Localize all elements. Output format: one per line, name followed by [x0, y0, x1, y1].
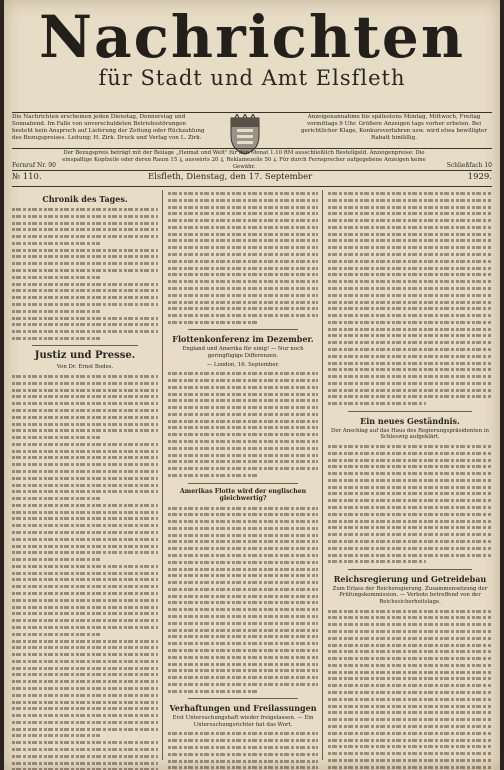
text-line	[168, 566, 318, 573]
article-separator	[348, 569, 472, 570]
column-rule	[322, 190, 323, 760]
text-line	[168, 251, 318, 258]
text-line	[12, 617, 158, 624]
text-line	[12, 274, 100, 281]
divider	[12, 112, 492, 113]
text-line	[12, 414, 158, 421]
text-line	[328, 655, 492, 662]
text-line	[168, 511, 318, 518]
text-line	[12, 604, 158, 611]
newspaper-title: Nachrichten	[38, 3, 466, 71]
text-line	[328, 682, 492, 689]
text-line	[12, 247, 158, 254]
text-line	[12, 678, 158, 685]
text-line	[168, 265, 318, 272]
text-line	[168, 224, 318, 231]
text-line	[12, 260, 158, 267]
text-line	[168, 452, 318, 459]
advertising-info: Anzeigenannahme bis spätestens Montag, Mittwoch, Freitag vormittags 9 Uhr. Größere Anzeigen tags vorher erbeten. Bei gerichtlicher Klage, Konkursverfahren usw. wird etwa bewilligter Rabatt hinfällig.	[300, 114, 488, 141]
text-line	[12, 610, 158, 617]
text-line	[12, 502, 158, 509]
text-line	[168, 538, 318, 545]
newspaper-page	[4, 0, 500, 770]
text-line	[328, 319, 492, 326]
text-line	[168, 559, 318, 566]
text-line	[12, 434, 100, 441]
text-line	[12, 760, 158, 767]
text-line	[12, 213, 158, 220]
article-separator	[348, 411, 472, 412]
text-line	[12, 233, 158, 240]
text-line	[168, 751, 318, 758]
text-line	[328, 642, 492, 649]
text-line	[328, 360, 492, 367]
text-line	[12, 328, 158, 335]
text-line	[12, 549, 158, 556]
text-line	[12, 705, 158, 712]
text-line	[12, 421, 158, 428]
text-line	[328, 251, 492, 258]
text-line	[328, 669, 492, 676]
text-line	[12, 475, 158, 482]
article-separator	[32, 345, 138, 346]
article-subheadline: Zum Erlass der Reichsregierung. Zusammensetzung der Prüfungskommission. — Verbote betreffend von der Reichssicherheitslage.	[332, 585, 488, 606]
text-line	[328, 709, 492, 716]
text-line	[12, 644, 158, 651]
text-line	[12, 651, 158, 658]
text-line	[12, 482, 158, 489]
text-line	[328, 204, 492, 211]
text-line	[168, 404, 318, 411]
text-line	[328, 552, 492, 559]
text-line	[168, 633, 318, 640]
text-line	[12, 699, 158, 706]
text-line	[12, 240, 100, 247]
text-line	[328, 278, 492, 285]
text-line	[168, 606, 318, 613]
text-line	[328, 608, 492, 615]
column-3	[328, 190, 492, 770]
text-line	[12, 529, 158, 536]
text-line	[168, 627, 318, 634]
text-line	[328, 457, 492, 464]
text-line	[12, 638, 158, 645]
text-line	[328, 635, 492, 642]
text-line	[328, 518, 492, 525]
text-line	[328, 217, 492, 224]
article-subheadline: Der Anschlag auf das Haus des Regierungspräsidenten in Schleswig aufgeklärt.	[331, 427, 489, 441]
text-line	[12, 448, 158, 455]
text-line	[168, 599, 318, 606]
text-line	[328, 353, 492, 360]
article-headline: Justiz und Presse.	[34, 350, 136, 362]
text-line	[328, 477, 492, 484]
text-line	[12, 308, 100, 315]
text-line	[168, 579, 318, 586]
text-line	[168, 593, 318, 600]
text-line	[168, 299, 318, 306]
text-line	[168, 397, 318, 404]
text-line	[168, 545, 318, 552]
text-line	[328, 764, 492, 770]
text-line	[328, 244, 492, 251]
text-line	[168, 674, 318, 681]
text-line	[168, 190, 318, 197]
text-line	[328, 628, 492, 635]
text-line	[12, 515, 158, 522]
text-line	[328, 743, 492, 750]
text-line	[12, 206, 158, 213]
text-line	[328, 463, 492, 470]
article-headline: Reichsregierung und Getreidebau	[333, 573, 487, 584]
text-line	[328, 558, 426, 565]
text-line	[168, 391, 318, 398]
text-line	[328, 504, 492, 511]
text-line	[12, 766, 158, 770]
text-line	[12, 387, 158, 394]
text-line	[12, 624, 158, 631]
text-line	[328, 271, 492, 278]
text-line	[168, 271, 318, 278]
column-2	[168, 190, 318, 770]
text-line	[328, 387, 492, 394]
text-line	[328, 750, 492, 757]
text-line	[328, 258, 492, 265]
text-line	[12, 373, 158, 380]
text-line	[12, 281, 158, 288]
newspaper-subtitle: für Stadt und Amt Elsfleth	[98, 66, 406, 90]
text-line	[168, 620, 318, 627]
text-line	[328, 339, 492, 346]
text-line	[12, 315, 158, 322]
text-line	[12, 522, 158, 529]
text-line	[12, 321, 158, 328]
text-line	[12, 301, 158, 308]
text-line	[12, 590, 158, 597]
text-line	[12, 393, 158, 400]
text-line	[12, 427, 158, 434]
text-line	[168, 278, 318, 285]
publication-info: Die Nachrichten erscheinen jeden Dienstag, Donnerstag und Sonnabend. Im Falle von unverschuldeten Betriebsstörungen besteht kein Anspruch auf Lieferung der Zeitung oder Rückzahlung des Bezugspreises. Leitung: H. Zirk. Druck und Verlag von L. Zirk.	[12, 114, 205, 141]
article-headline: Flottenkonferenz im Dezember.	[172, 334, 314, 345]
text-line	[12, 287, 158, 294]
text-line	[328, 675, 492, 682]
text-line	[168, 552, 318, 559]
text-line	[328, 484, 492, 491]
text-line	[328, 285, 492, 292]
text-line	[168, 258, 318, 265]
text-line	[168, 572, 318, 579]
text-line	[12, 543, 158, 550]
masthead	[4, 4, 500, 112]
text-line	[328, 305, 492, 312]
text-line	[12, 665, 158, 672]
article-subheadline: England und Amerika für einig! — Nur noch geringfügige Differenzen.	[182, 346, 304, 360]
text-line	[12, 631, 100, 638]
text-line	[12, 294, 158, 301]
text-line	[168, 505, 318, 512]
article-headline: Verhaftungen und Freilassungen	[169, 703, 317, 714]
text-line	[12, 441, 158, 448]
text-line	[328, 662, 492, 669]
divider	[12, 186, 492, 187]
text-line	[168, 744, 318, 751]
text-line	[168, 730, 318, 737]
text-line	[168, 640, 318, 647]
text-line	[328, 332, 492, 339]
text-line	[328, 346, 492, 353]
text-line	[328, 366, 492, 373]
text-line	[12, 719, 158, 726]
text-line	[328, 497, 492, 504]
text-line	[168, 661, 318, 668]
text-line	[328, 538, 492, 545]
text-line	[328, 723, 492, 730]
text-line	[168, 197, 318, 204]
text-line	[12, 267, 158, 274]
text-line	[168, 647, 318, 654]
text-line	[168, 210, 318, 217]
text-line	[12, 671, 158, 678]
text-line	[168, 237, 318, 244]
text-line	[328, 689, 492, 696]
text-line	[328, 511, 492, 518]
text-line	[12, 658, 158, 665]
text-line	[168, 737, 318, 744]
text-line	[328, 716, 492, 723]
article-headline: Ein neues Geständnis.	[360, 415, 460, 426]
text-line	[168, 654, 318, 661]
postbox-number: Schließfach 10	[446, 162, 492, 169]
text-line	[328, 531, 492, 538]
article-separator	[188, 483, 298, 484]
text-line	[168, 424, 318, 431]
text-line	[328, 614, 492, 621]
text-line	[12, 712, 158, 719]
text-line	[12, 576, 158, 583]
text-line	[168, 377, 318, 384]
text-line	[12, 454, 158, 461]
text-line	[328, 210, 492, 217]
text-line	[12, 400, 158, 407]
text-line	[328, 450, 492, 457]
divider	[12, 148, 492, 149]
text-line	[12, 253, 158, 260]
divider	[12, 170, 492, 171]
text-line	[168, 370, 318, 377]
article-headline: Chronik des Tages.	[42, 194, 128, 204]
text-line	[168, 231, 318, 238]
text-line	[168, 758, 318, 765]
text-line	[12, 692, 158, 699]
text-line	[328, 443, 492, 450]
text-line	[328, 312, 492, 319]
text-line	[12, 495, 100, 502]
text-line	[12, 226, 158, 233]
text-line	[168, 681, 318, 688]
text-line	[168, 285, 318, 292]
text-line	[328, 231, 492, 238]
text-line	[168, 667, 318, 674]
dateline	[12, 172, 492, 186]
text-line	[328, 380, 492, 387]
text-line	[168, 312, 318, 319]
text-line	[12, 509, 158, 516]
text-line	[12, 556, 100, 563]
phone-number: Fernruf Nr. 90	[12, 162, 56, 169]
text-line	[12, 597, 158, 604]
text-line	[328, 470, 492, 477]
text-line	[328, 197, 492, 204]
text-line	[168, 292, 318, 299]
text-line	[168, 244, 318, 251]
text-line	[328, 490, 492, 497]
text-line	[328, 696, 492, 703]
text-line	[168, 465, 318, 472]
text-line	[328, 703, 492, 710]
text-line	[168, 525, 318, 532]
text-line	[168, 319, 258, 326]
text-line	[328, 545, 492, 552]
text-line	[12, 380, 158, 387]
article-byline: Von Dr. Ernst Bodes.	[56, 364, 114, 371]
text-line	[168, 518, 318, 525]
text-line	[12, 488, 158, 495]
text-line	[12, 468, 158, 475]
text-line	[168, 418, 318, 425]
text-line	[328, 373, 492, 380]
text-line	[328, 237, 492, 244]
issue-number: № 110.	[12, 172, 42, 182]
text-line	[12, 726, 158, 733]
text-line	[168, 384, 318, 391]
text-line	[168, 586, 318, 593]
column-rule	[162, 190, 163, 760]
text-line	[168, 411, 318, 418]
issue-date: Elsfleth, Dienstag, den 17. September	[148, 172, 313, 182]
text-line	[328, 393, 492, 400]
text-line	[328, 265, 492, 272]
text-line	[12, 583, 158, 590]
text-line	[12, 335, 100, 342]
text-line	[12, 732, 100, 739]
text-line	[12, 563, 158, 570]
text-line	[328, 400, 426, 407]
text-line	[168, 204, 318, 211]
article-subheadline: Erst Untersuchungshaft wieder freigelassen. — Ein Untersuchungsrichter hat das Wort.	[172, 715, 314, 728]
article-dateline: — London, 16. September.	[206, 361, 280, 368]
text-line	[328, 524, 492, 531]
text-line	[12, 739, 158, 746]
text-line	[168, 217, 318, 224]
price-info: Der Bezugspreis beträgt mit der Beilage „Heimat und Welt" für den Monat 1.10 RM ausschließlich Bestellgeld. Anzeigenpreise: Die einspaltige Kopfzeile oder deren Raum 15 ₰, auswärts 20 ₰, Reklamezeile 50 ₰. Für durch Fernsprecher aufgegebene Anzeigen keine Gewähr.	[62, 150, 426, 170]
text-line	[12, 753, 158, 760]
issue-year: 1929.	[467, 172, 492, 182]
text-line	[12, 536, 158, 543]
text-line	[168, 431, 318, 438]
text-line	[168, 613, 318, 620]
text-line	[168, 532, 318, 539]
text-line	[328, 224, 492, 231]
text-line	[328, 737, 492, 744]
text-line	[328, 190, 492, 197]
text-line	[12, 407, 158, 414]
text-line	[328, 730, 492, 737]
text-line	[328, 326, 492, 333]
text-line	[168, 764, 318, 770]
text-line	[328, 648, 492, 655]
text-line	[12, 461, 158, 468]
text-line	[12, 570, 158, 577]
text-line	[12, 220, 158, 227]
text-line	[328, 621, 492, 628]
text-line	[168, 305, 318, 312]
text-line	[168, 688, 258, 695]
text-line	[168, 458, 318, 465]
article-separator	[188, 329, 298, 330]
text-line	[12, 685, 158, 692]
text-line	[328, 757, 492, 764]
text-line	[168, 445, 318, 452]
article-headline: Amerikas Flotte wird der englischen gleichwertig?	[179, 487, 307, 503]
text-line	[168, 472, 258, 479]
text-line	[12, 746, 158, 753]
column-1	[12, 190, 158, 770]
text-line	[328, 299, 492, 306]
text-line	[328, 292, 492, 299]
article-separator	[188, 698, 298, 699]
text-line	[168, 438, 318, 445]
